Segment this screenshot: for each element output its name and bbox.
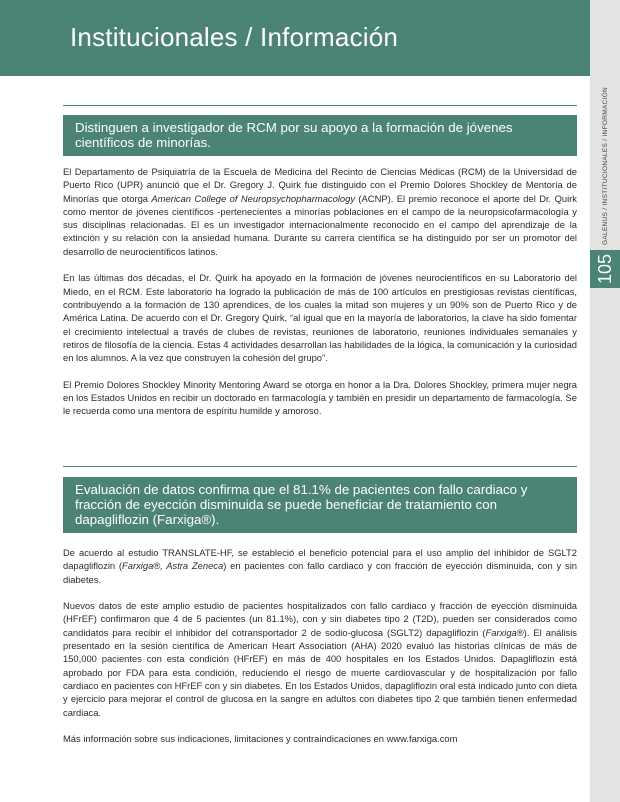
page-number-box bbox=[590, 250, 620, 288]
article1-paragraph-2: En las últimas dos décadas, el Dr. Quirk ha apoyado en la formación de jóvenes neurocientíficos en su Laboratorio del Miedo, en el RCM. Este laboratorio ha logrado la publicación de más de 100 artículos en prestigiosas revistas científicas, contribuyendo a la formación de 130 aprendices, de los cuales la mitad son mujeres y un 90% son de Puerto Rico y de América Latina. De acuerdo con el Dr. Gregory Quirk, “al igual que en la mayoría de laboratorios, la clave ha sido fomentar el crecimiento intelectual a través de clubes de revistas, reuniones de laboratorio, reuniones individuales semanales y retiros de filosofía de la ciencia. Estas 4 actividades desarrollan las habilidades de la lógica, la comunicación y la curiosidad en los alumnos. A la vez que construyen la cohesión del grupo”. bbox=[63, 272, 577, 364]
article2-paragraph-3: Más información sobre sus indicaciones, limitaciones y contraindicaciones en www.farxiga.com bbox=[63, 733, 458, 745]
page-number: 105 bbox=[594, 253, 615, 285]
article1-top-rule bbox=[63, 105, 577, 106]
article2-paragraph-2: Nuevos datos de este amplio estudio de pacientes hospitalizados con fallo cardiaco y fracción de eyección disminuida (HFrEF) confirmaron que 4 de 5 pacientes (un 81.1%), con y sin diabetes tipo 2 (T2D), pueden ser considerados como candidatos para recibir el inhibidor del cotransportador 2 de sodio-glucosa (SGLT2) dapagliflozin (Farxiga®). El análisis presentado en la sesión científica de American Heart Association (AHA) 2020 evaluó las historias clínicas de más de 150,000 pacientes con esta condición (HFrEF) en más de 400 hospitales en los Estados Unidos. Dapagliflozin está aprobado por FDA para esta condición, reduciendo el riesgo de muerte cardiovascular y de hospitalización por fallo cardiaco en pacientes con HFrEF con y sin diabetes. En los Estados Unidos, dapagliflozin oral está indicado junto con dieta y ejercicio para mejorar el control de glucosa en la sangre en adultos con diabetes tipo 2 que también tienen enfermedad cardiaca. bbox=[63, 600, 577, 718]
section-running-label bbox=[590, 82, 620, 250]
article2-body bbox=[63, 546, 577, 745]
article1-body bbox=[63, 165, 577, 418]
header-band bbox=[0, 0, 590, 76]
page-title: Institucionales / Información bbox=[70, 22, 399, 52]
article1-paragraph-1: El Departamento de Psiquiatría de la Escuela de Medicina del Recinto de Ciencias Médicas (RCM) de la Universidad de Puerto Rico (UPR) anunció que el Dr. Gregory J. Quirk fue distinguido con el Premio Dolores Shockley de Mentoría de Minorías que otorga American College of Neuropsychopharmacology (ACNP). El premio reconoce el aporte del Dr. Quirk como mentor de jóvenes científicos -pertenecientes a minorías poblaciones en el campo de la neuropsicofarmacología y sus disciplinas relacionadas. El es un investigador internacionalmente reconocido en el campo del aprendizaje de la extinción y su relación con la ansiedad humana. Durante su carrera científica se ha distinguido por ser un promotor del desarrollo de neurocientíficos latinos. bbox=[63, 166, 577, 257]
article2-paragraph-1: De acuerdo al estudio TRANSLATE-HF, se estableció el beneficio potencial para el uso amplio del inhibidor de SGLT2 dapagliflozin (Farxiga®, Astra Zeneca) en pacientes con fallo cardiaco y con fracción de eyección disminuida, con y sin diabetes. bbox=[63, 547, 577, 585]
article1-paragraph-3: El Premio Dolores Shockley Minority Mentoring Award se otorga en honor a la Dra. Dolores Shockley, primera mujer negra en los Estados Unidos en recibir un doctorado en farmacología y también en presidir un departamento de farmacología. Se le recuerda como una mentora de espíritu humilde y amoroso. bbox=[63, 378, 577, 417]
article2-heading: Evaluación de datos confirma que el 81.1% de pacientes con fallo cardiaco y fracción de eyección disminuida se puede beneficiar de tratamiento con dapagliflozin (Farxiga®). bbox=[63, 477, 577, 533]
section-running-label-text: GALENUS / INSTITUCIONALES / INFORMACIÓN bbox=[601, 87, 609, 245]
article2-top-rule bbox=[63, 466, 577, 467]
article1-heading: Distinguen a investigador de RCM por su apoyo a la formación de jóvenes científicos de minorías. bbox=[63, 115, 577, 156]
